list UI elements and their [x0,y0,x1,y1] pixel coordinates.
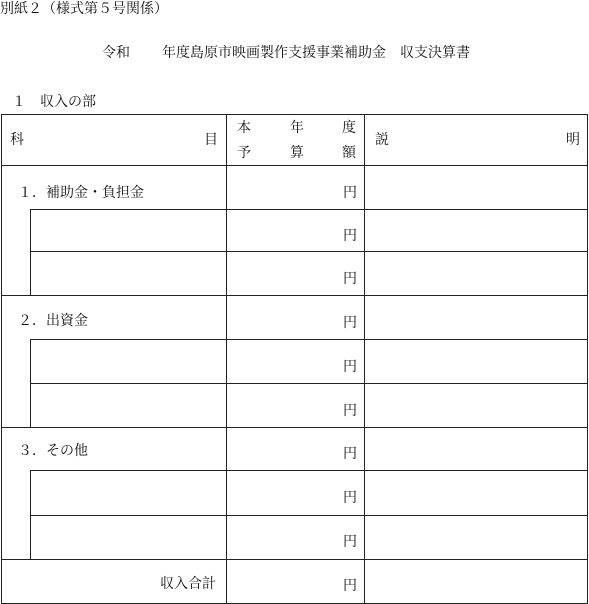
yen-mark: 円 [343,534,357,550]
yen-mark: 円 [343,359,357,375]
yen-mark: 円 [343,578,357,594]
col-budget-top-3: 度 [342,120,356,136]
yen-mark: 円 [343,185,357,201]
col-desc-right: 明 [566,132,580,148]
col-budget-bottom-1: 予 [237,145,251,161]
form-id: 別紙２（様式第５号関係） [0,1,168,17]
document-title: 年度島原市映画製作支援事業補助金 収支決算書 [162,45,470,61]
section-label: １ 収入の部 [12,94,96,110]
group-label-subsidy: １．補助金・負担金 [18,185,144,201]
yen-mark: 円 [343,315,357,331]
yen-mark: 円 [343,446,357,462]
yen-mark: 円 [343,228,357,244]
group-label-investment: ２．出資金 [18,313,88,329]
col-item-right: 目 [204,132,218,148]
col-budget-top-1: 本 [237,120,251,136]
group-label-other: ３．その他 [18,443,88,459]
col-budget-bottom-2: 算 [290,145,304,161]
col-item-left: 科 [10,132,24,148]
col-budget-top-2: 年 [290,120,304,136]
yen-mark: 円 [343,271,357,287]
col-budget-bottom-3: 額 [342,145,356,161]
yen-mark: 円 [343,403,357,419]
total-label: 収入合計 [160,576,216,592]
era-label: 令和 [102,45,130,61]
col-desc-left: 説 [375,132,389,148]
yen-mark: 円 [343,490,357,506]
